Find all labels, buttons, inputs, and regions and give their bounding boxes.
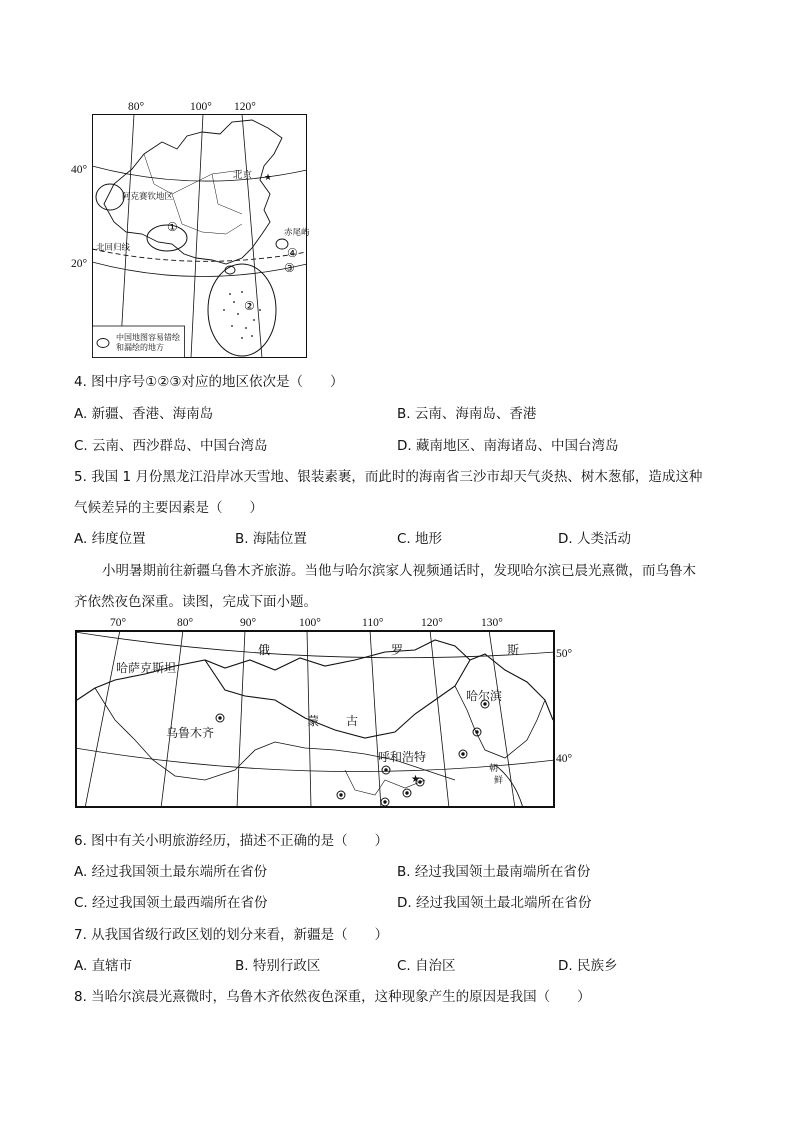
q6-stem: 6. 图中有关小明旅游经历，描述不正确的是（ ） (74, 833, 389, 849)
svg-text:★: ★ (264, 173, 273, 183)
label-beijing: 北京 (233, 170, 253, 181)
label-urumqi: 乌鲁木齐 (166, 726, 215, 740)
q8-stem: 8. 当哈尔滨晨光熹微时，乌鲁木齐依然夜色深重，这种现象产生的原因是我国（ ） (74, 989, 591, 1005)
label-hohhot: 呼和浩特 (378, 750, 427, 764)
q4-option-b[interactable]: B. 云南、海南岛、香港 (397, 406, 537, 422)
q5-option-a[interactable]: A. 纬度位置 (74, 531, 146, 547)
q5-option-b[interactable]: B. 海陆位置 (235, 531, 307, 547)
legend-text: 中国地图容易错绘和漏绘的地方 (116, 333, 180, 352)
label-korea1: 朝 (489, 764, 499, 774)
q6-option-a[interactable]: A. 经过我国领土最东端所在省份 (74, 864, 268, 880)
passage-line1: 小明暑期前往新疆乌鲁木齐旅游。当他与哈尔滨家人视频通话时，发现哈尔滨已晨光熹微，而乌鲁木 (102, 563, 696, 579)
lon-label-120: 120° (234, 101, 256, 113)
q5-option-d[interactable]: D. 人类活动 (558, 531, 631, 547)
q4-option-c[interactable]: C. 云南、西沙群岛、中国台湾岛 (74, 438, 268, 454)
q4-option-d[interactable]: D. 藏南地区、南海诸岛、中国台湾岛 (397, 438, 619, 454)
lon-label-100: 100° (190, 101, 212, 113)
q6-option-c[interactable]: C. 经过我国领土最西端所在省份 (74, 895, 268, 911)
lat-50: 50° (556, 648, 573, 660)
label-russia-luo: 罗 (391, 643, 404, 657)
lon-130: 130° (481, 617, 503, 629)
map1-frame (92, 114, 307, 358)
q7-option-a[interactable]: A. 直辖市 (74, 958, 133, 974)
lon-label-80: 80° (128, 101, 145, 113)
lon-110: 110° (362, 617, 384, 629)
lon-90: 90° (240, 617, 257, 629)
q5-option-c[interactable]: C. 地形 (397, 531, 443, 547)
q5-stem-line2: 气候差异的主要因素是（ ） (74, 500, 263, 516)
lat-40: 40° (556, 753, 573, 765)
q6-option-b[interactable]: B. 经过我国领土最南端所在省份 (397, 864, 591, 880)
label-tropic: 北回归线 (96, 243, 131, 253)
lon-70: 70° (110, 617, 127, 629)
q7-option-d[interactable]: D. 民族乡 (558, 958, 618, 974)
marker-2: ② (244, 299, 255, 313)
label-mongolia-gu: 古 (346, 714, 359, 728)
lat-label-20: 20° (71, 258, 88, 270)
marker-3: ③ (284, 261, 295, 275)
q6-option-d[interactable]: D. 经过我国领土最北端所在省份 (397, 895, 592, 911)
q5-stem-line1: 5. 我国 1 月份黑龙江沿岸冰天雪地、银装素裹，而此时的海南省三沙市却天气炎热、树木葱郁，造成这种 (74, 469, 703, 485)
marker-4: ④ (287, 246, 298, 260)
q7-stem: 7. 从我国省级行政区划的划分来看，新疆是（ ） (74, 927, 389, 943)
label-kazakhstan: 哈萨克斯坦 (116, 661, 177, 675)
marker-1: ① (167, 220, 178, 234)
q4-option-a[interactable]: A. 新疆、香港、海南岛 (74, 406, 214, 422)
passage-line2: 齐依然夜色深重。读图，完成下面小题。 (74, 594, 317, 610)
label-harbin: 哈尔滨 (466, 689, 503, 703)
svg-text:★: ★ (411, 774, 420, 785)
label-russia-si: 斯 (507, 643, 520, 657)
lon-120: 120° (421, 617, 443, 629)
label-chiwei: 赤尾屿 (284, 228, 310, 238)
lat-label-40: 40° (71, 164, 88, 176)
q7-option-c[interactable]: C. 自治区 (397, 958, 456, 974)
label-akesai: 阿克赛钦地区 (122, 192, 174, 202)
label-korea2: 鲜 (494, 776, 504, 786)
lon-100: 100° (299, 617, 321, 629)
q7-option-b[interactable]: B. 特别行政区 (235, 958, 321, 974)
q4-stem: 4. 图中序号①②③对应的地区依次是（ ） (74, 374, 344, 390)
label-russia-e: 俄 (258, 643, 271, 657)
label-mongolia-meng: 蒙 (307, 714, 320, 728)
lon-80: 80° (177, 617, 194, 629)
